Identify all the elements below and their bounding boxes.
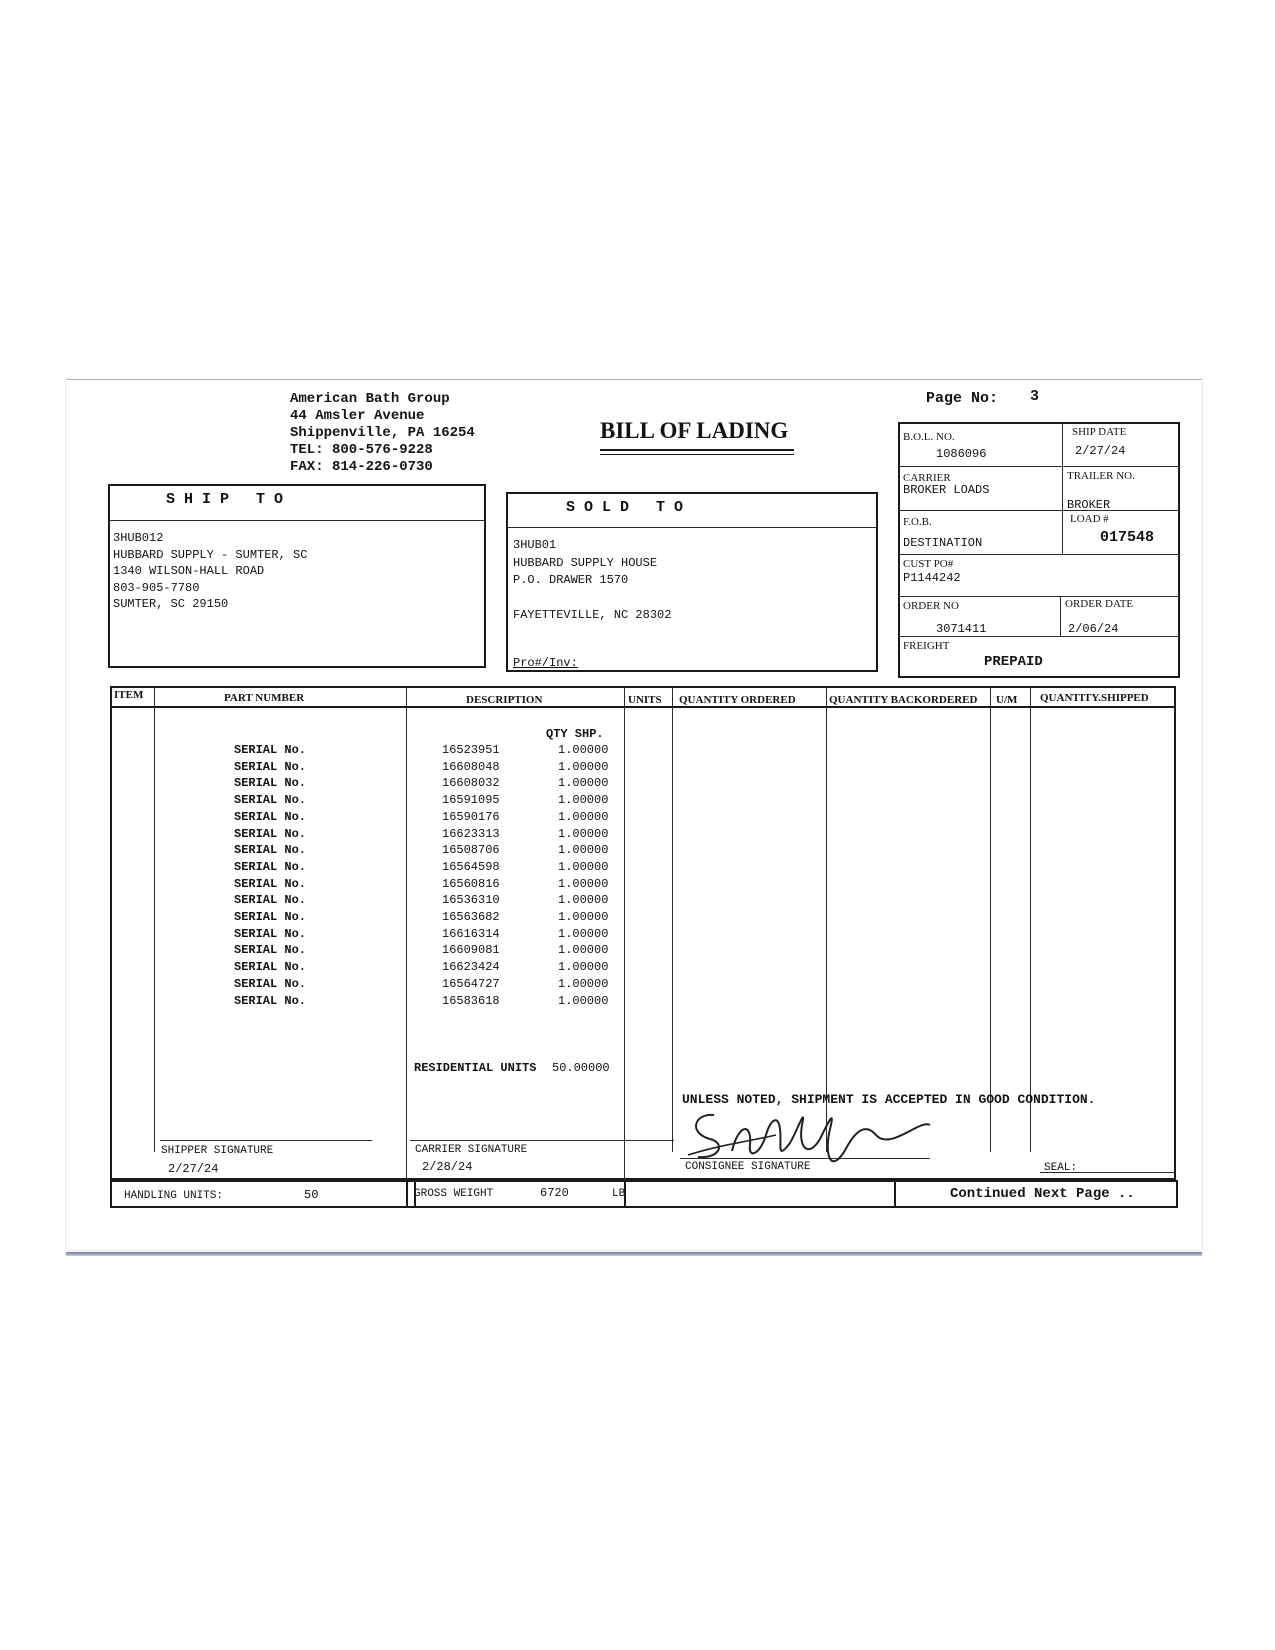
serial-qty: 1.00000: [558, 826, 609, 841]
serial-label: SERIAL No.: [234, 910, 307, 924]
serial-number: 16608048: [442, 759, 500, 774]
trailer-no-label: TRAILER NO.: [1067, 470, 1135, 482]
company-tel: TEL: 800-576-9228: [290, 442, 433, 458]
header-item: ITEM: [114, 689, 144, 701]
info-divider-3: [898, 554, 1180, 555]
info-divider-1: [898, 466, 1180, 467]
carrier-value: BROKER LOADS: [903, 483, 990, 497]
serial-qty: 1.00000: [558, 843, 609, 858]
order-no-value: 3071411: [936, 622, 987, 636]
residential-units-label: RESIDENTIAL UNITS: [414, 1061, 537, 1075]
seal-label: SEAL:: [1044, 1162, 1078, 1174]
serial-number: 16591095: [442, 793, 500, 808]
serial-number: 16590176: [442, 809, 500, 824]
shipper-signature-line: [160, 1140, 372, 1141]
serial-qty: 1.00000: [558, 926, 609, 941]
serial-qty: 1.00000: [558, 943, 609, 958]
order-date-label: ORDER DATE: [1065, 598, 1134, 610]
ship-to-line: SUMTER, SC 29150: [113, 597, 229, 611]
header-um: U/M: [996, 694, 1018, 706]
cust-po-value: P1144242: [903, 571, 961, 585]
serial-qty: 1.00000: [558, 893, 609, 908]
serial-qty: 1.00000: [558, 910, 609, 924]
serial-number: 16536310: [442, 893, 500, 908]
serial-qty: 1.00000: [558, 859, 609, 874]
sold-to-line: [513, 590, 671, 608]
handling-units-value: 50: [304, 1188, 319, 1202]
serial-number: 16616314: [442, 926, 500, 941]
company-fax: FAX: 814-226-0730: [290, 459, 433, 475]
page-number-label: Page No:: [926, 390, 999, 407]
shipper-signature-label: SHIPPER SIGNATURE: [161, 1145, 274, 1157]
serial-qty: 1.00000: [558, 960, 609, 975]
serial-number: 16523951: [442, 743, 500, 757]
serial-label: SERIAL No.: [234, 843, 307, 858]
serial-label: SERIAL No.: [234, 943, 307, 958]
carrier-signature-label: CARRIER SIGNATURE: [415, 1144, 528, 1156]
shipper-signature-date: 2/27/24: [168, 1162, 219, 1176]
ship-date-value: 2/27/24: [1075, 444, 1126, 458]
serial-label: SERIAL No.: [234, 759, 307, 774]
paper-bottom-edge: [66, 1252, 1202, 1256]
ship-to-line: HUBBARD SUPPLY - SUMTER, SC: [113, 547, 308, 562]
sold-to-heading: S O L D T O: [566, 499, 684, 516]
serial-number: 16563682: [442, 910, 500, 924]
serial-label: SERIAL No.: [234, 926, 307, 941]
serial-label: SERIAL No.: [234, 809, 307, 824]
bol-no-label: B.O.L. NO.: [903, 431, 955, 443]
serial-label: SERIAL No.: [234, 826, 307, 841]
gross-weight-value: 6720: [540, 1186, 569, 1200]
serial-label: SERIAL No.: [234, 776, 307, 791]
info-divider-2: [898, 510, 1180, 511]
fob-label: F.O.B.: [903, 516, 932, 528]
load-value: 017548: [1100, 529, 1155, 546]
carrier-signature-line: [410, 1140, 674, 1141]
serial-number: 16560816: [442, 876, 500, 891]
load-label: LOAD #: [1070, 513, 1109, 525]
sold-to-line: HUBBARD SUPPLY HOUSE: [513, 555, 658, 570]
header-qty-shipped: QUANTITY.SHIPPED: [1040, 692, 1149, 704]
ship-date-label: SHIP DATE: [1072, 426, 1127, 438]
header-qty-ordered: QUANTITY ORDERED: [679, 694, 796, 706]
serial-label: SERIAL No.: [234, 993, 307, 1008]
serial-number: 16564598: [442, 859, 500, 874]
col-divider-backordered: [990, 686, 991, 1152]
sold-to-divider: [506, 527, 878, 528]
order-no-label: ORDER NO: [903, 600, 959, 612]
freight-value: PREPAID: [984, 654, 1043, 670]
serial-number: 16623424: [442, 960, 500, 975]
serial-qty: 1.00000: [558, 993, 609, 1008]
handling-units-label: HANDLING UNITS:: [124, 1190, 224, 1202]
consignee-signature-label: CONSIGNEE SIGNATURE: [685, 1161, 811, 1173]
ship-to-heading: S H I P T O: [166, 491, 284, 508]
serial-qty: 1.00000: [558, 809, 609, 824]
info-divider-4: [898, 596, 1180, 597]
info-vdivider-1: [1062, 422, 1063, 554]
sold-to-line: FAYETTEVILLE, NC 28302: [513, 608, 672, 622]
serial-number: 16564727: [442, 976, 500, 991]
serial-label: SERIAL No.: [234, 859, 307, 874]
freight-label: FREIGHT: [903, 640, 950, 652]
header-description: DESCRIPTION: [466, 694, 543, 706]
col-divider-um: [1030, 686, 1031, 1152]
serial-qty: 1.00000: [558, 743, 609, 757]
bol-no-value: 1086096: [936, 447, 987, 461]
serial-label: SERIAL No.: [234, 893, 307, 908]
carrier-label: CARRIER: [903, 472, 951, 484]
cust-po-label: CUST PO#: [903, 558, 954, 570]
consignee-signature-scribble: [680, 1095, 940, 1175]
serial-label: SERIAL No.: [234, 976, 307, 991]
continued-next-page: Continued Next Page ..: [950, 1186, 1135, 1202]
serial-number: 16623313: [442, 826, 500, 841]
acceptance-statement: UNLESS NOTED, SHIPMENT IS ACCEPTED IN GOOD CONDITION.: [682, 1092, 1096, 1107]
serial-qty: 1.00000: [558, 759, 609, 774]
col-divider-part: [406, 686, 407, 1180]
residential-units-value: 50.00000: [552, 1061, 610, 1075]
qty-shp-label: QTY SHP.: [546, 727, 604, 741]
sold-to-line: 3HUB01: [513, 538, 557, 552]
col-divider-desc: [624, 686, 625, 1180]
sold-to-line: P.O. DRAWER 1570: [513, 573, 629, 587]
carrier-signature-date: 2/28/24: [422, 1160, 473, 1174]
col-divider-ordered: [826, 686, 827, 1152]
order-date-value: 2/06/24: [1068, 622, 1119, 636]
header-part-number: PART NUMBER: [224, 692, 305, 704]
serial-qty: 1.00000: [558, 876, 609, 891]
serial-label: SERIAL No.: [234, 743, 307, 757]
ship-to-line: 1340 WILSON-HALL ROAD: [113, 564, 265, 578]
trailer-no-value: BROKER: [1067, 498, 1111, 512]
serial-number: 16609081: [442, 943, 500, 958]
serial-label: SERIAL No.: [234, 960, 307, 975]
company-street: 44 Amsler Avenue: [290, 408, 425, 424]
title-underline: [600, 449, 794, 451]
gross-weight-unit: LB: [612, 1188, 626, 1200]
serial-number: 16508706: [442, 843, 500, 858]
serial-label: SERIAL No.: [234, 793, 307, 808]
ship-to-line: 803-905-7780: [113, 580, 200, 595]
ship-to-line: 3HUB012: [113, 531, 164, 545]
serial-qty: 1.00000: [558, 776, 609, 791]
serial-number: 16583618: [442, 993, 500, 1008]
pro-inv-label: Pro#/Inv:: [513, 656, 578, 670]
title-underline-2: [600, 454, 794, 455]
serial-number: 16608032: [442, 776, 500, 791]
document-title: BILL OF LADING: [600, 418, 789, 443]
serial-label: SERIAL No.: [234, 876, 307, 891]
header-qty-backordered: QUANTITY BACKORDERED: [829, 694, 978, 706]
company-city: Shippenville, PA 16254: [290, 425, 475, 441]
serial-qty: 1.00000: [558, 976, 609, 991]
sold-to-address: [513, 537, 671, 625]
company-name: American Bath Group: [290, 391, 450, 407]
footer-blank-cell: [624, 1180, 896, 1208]
col-divider-units: [672, 686, 673, 1152]
page-number-value: 3: [1030, 388, 1040, 405]
ship-to-divider: [108, 520, 486, 521]
table-header-rule: [110, 706, 1176, 708]
header-units: UNITS: [628, 694, 662, 706]
company-address: [290, 391, 475, 476]
ship-to-address: [113, 530, 307, 613]
gross-weight-label: GROSS WEIGHT: [414, 1188, 494, 1200]
serial-qty: 1.00000: [558, 793, 609, 808]
col-divider-item: [154, 686, 155, 1152]
info-divider-5: [898, 636, 1180, 637]
fob-value: DESTINATION: [903, 536, 983, 550]
info-vdivider-2: [1060, 596, 1061, 636]
